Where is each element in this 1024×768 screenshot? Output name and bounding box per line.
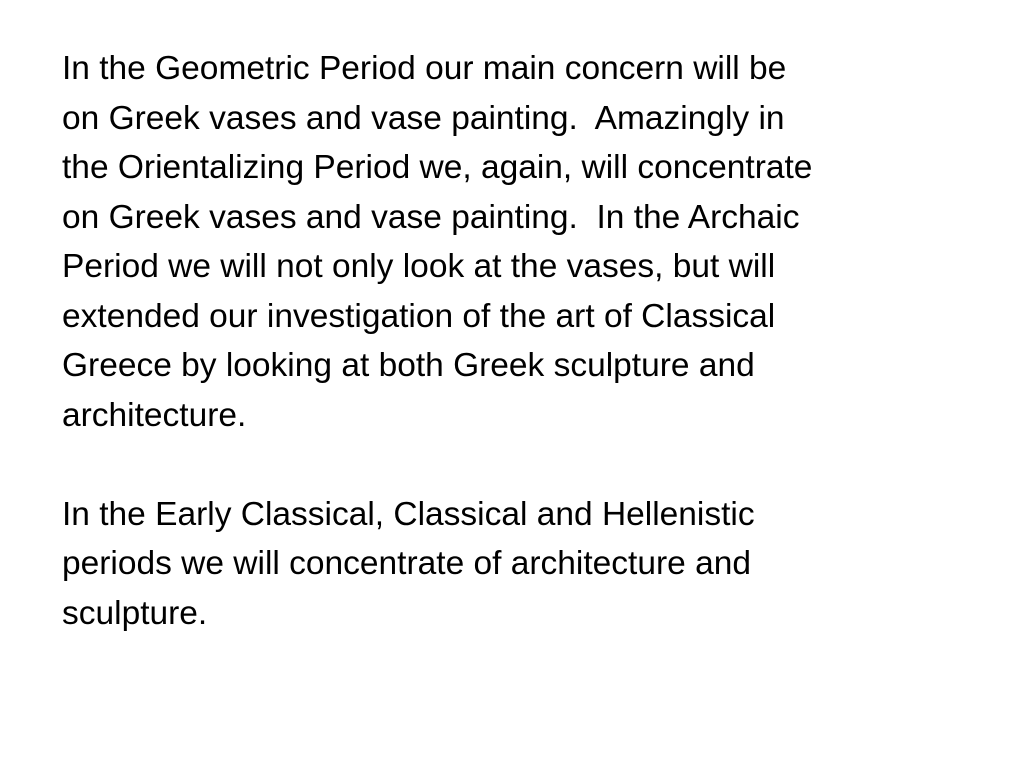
text-line: Greece by looking at both Greek sculpture and <box>62 347 755 384</box>
slide-body-text <box>62 44 982 638</box>
text-line: the Orientalizing Period we, again, will concentrate <box>62 149 813 186</box>
paragraph-classical-hellenistic <box>62 490 982 639</box>
text-line: on Greek vases and vase painting. In the Archaic <box>62 198 800 236</box>
paragraph-spacer <box>62 440 982 490</box>
text-line: Period we will not only look at the vases, but will <box>62 248 776 285</box>
text-line: architecture. <box>62 396 247 434</box>
text-line: In the Early Classical, Classical and Hellenistic <box>62 495 755 533</box>
text-line: periods we will concentrate of architecture and <box>62 545 751 582</box>
text-line: sculpture. <box>62 594 208 632</box>
paragraph-geometric-orientalizing-archaic <box>62 44 982 440</box>
text-line: extended our investigation of the art of Classical <box>62 297 776 335</box>
text-line: on Greek vases and vase painting. Amazingly in <box>62 99 785 137</box>
text-line: In the Geometric Period our main concern will be <box>62 50 787 87</box>
